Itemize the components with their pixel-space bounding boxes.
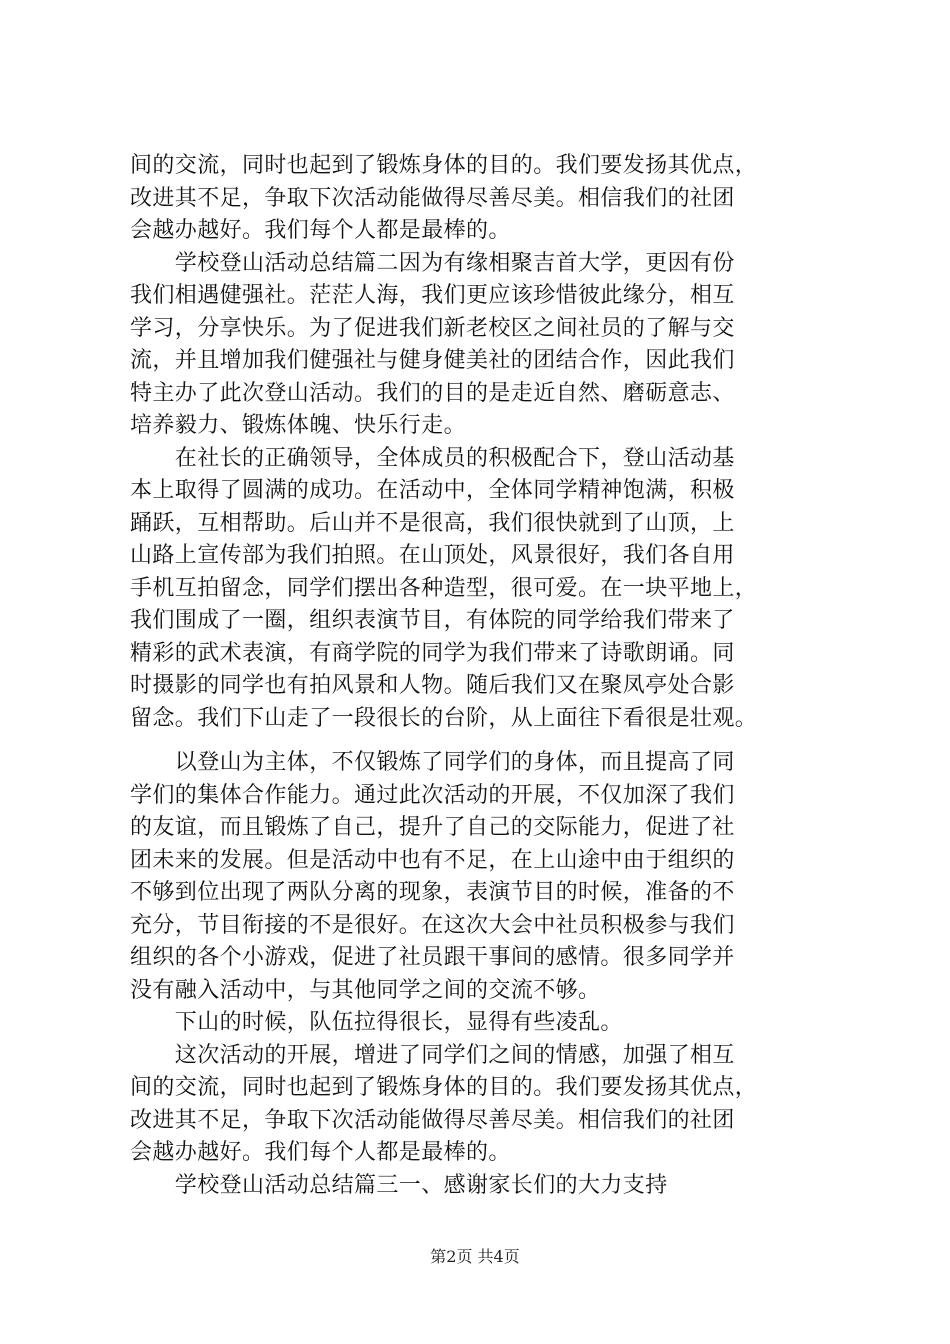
paragraph-start-line: 学校登山活动总结篇二因为有缘相聚吉首大学，更因有份 bbox=[130, 250, 735, 276]
paragraph-start-line: 这次活动的开展，增进了同学们之间的情感，加强了相互 bbox=[130, 1042, 735, 1068]
paragraph-start-line: 在社长的正确领导，全体成员的积极配合下，登山活动基 bbox=[130, 445, 735, 471]
body-text-line: 本上取得了圆满的成功。在活动中，全体同学精神饱满，积极 bbox=[130, 478, 735, 503]
body-text-line: 流，并且增加我们健强社与健身健美社的团结合作，因此我们 bbox=[130, 348, 735, 373]
body-text-line: 我们相遇健强社。茫茫人海，我们更应该珍惜彼此缘分，相互 bbox=[130, 283, 735, 308]
body-text-line: 不够到位出现了两队分离的现象，表演节目的时候，准备的不 bbox=[130, 880, 735, 905]
body-text-line: 没有融入活动中，与其他同学之间的交流不够。 bbox=[130, 977, 601, 1003]
body-text-line: 会越办越好。我们每个人都是最棒的。 bbox=[130, 218, 511, 243]
body-text-line: 特主办了此次登山活动。我们的目的是走近自然、磨砺意志、 bbox=[130, 380, 735, 406]
page-footer: 第2页 共4页 bbox=[430, 1247, 520, 1266]
body-text-line: 组织的各个小游戏，促进了社员跟干事间的感情。很多同学并 bbox=[130, 945, 735, 970]
body-text-line: 留念。我们下山走了一段很长的台阶，从上面往下看很是壮观。 bbox=[130, 705, 758, 731]
body-text-line: 精彩的武术表演，有商学院的同学为我们带来了诗歌朗诵。同 bbox=[130, 640, 735, 666]
body-text-line: 我们围成了一圈，组织表演节目，有体院的同学给我们带来了 bbox=[130, 608, 735, 633]
body-text-line: 时摄影的同学也有拍风景和人物。随后我们又在聚凤亭处合影 bbox=[130, 673, 735, 698]
paragraph-start-line: 学校登山活动总结篇三一、感谢家长们的大力支持 bbox=[130, 1172, 668, 1198]
body-text-line: 培养毅力、锻炼体魄、快乐行走。 bbox=[130, 413, 467, 438]
body-text-line: 学们的集体合作能力。通过此次活动的开展，不仅加深了我们 bbox=[130, 782, 735, 808]
body-text-line: 手机互拍留念，同学们摆出各种造型，很可爱。在一块平地上， bbox=[130, 575, 758, 601]
body-text-line: 会越办越好。我们每个人都是最棒的。 bbox=[130, 1140, 511, 1165]
body-text-line: 山路上宣传部为我们拍照。在山顶处，风景很好，我们各自用 bbox=[130, 543, 735, 568]
paragraph-start-line: 以登山为主体，不仅锻炼了同学们的身体，而且提高了同 bbox=[130, 750, 735, 775]
body-text-line: 团未来的发展。但是活动中也有不足，在上山途中由于组织的 bbox=[130, 847, 735, 873]
paragraph-start-line: 下山的时候，队伍拉得很长，显得有些凌乱。 bbox=[130, 1010, 623, 1035]
body-text-line: 改进其不足，争取下次活动能做得尽善尽美。相信我们的社团 bbox=[130, 185, 735, 211]
body-text-line: 踊跃，互相帮助。后山并不是很高，我们很快就到了山顶，上 bbox=[130, 510, 735, 536]
body-text-line: 的友谊，而且锻炼了自己，提升了自己的交际能力，促进了社 bbox=[130, 815, 735, 840]
body-text-line: 充分，节目衔接的不是很好。在这次大会中社员积极参与我们 bbox=[130, 912, 735, 938]
body-text-line: 改进其不足，争取下次活动能做得尽善尽美。相信我们的社团 bbox=[130, 1107, 735, 1133]
body-text-line: 间的交流，同时也起到了锻炼身体的目的。我们要发扬其优点， bbox=[130, 1075, 758, 1100]
body-text-line: 学习，分享快乐。为了促进我们新老校区之间社员的了解与交 bbox=[130, 315, 735, 341]
body-text-line: 间的交流，同时也起到了锻炼身体的目的。我们要发扬其优点， bbox=[130, 153, 758, 178]
